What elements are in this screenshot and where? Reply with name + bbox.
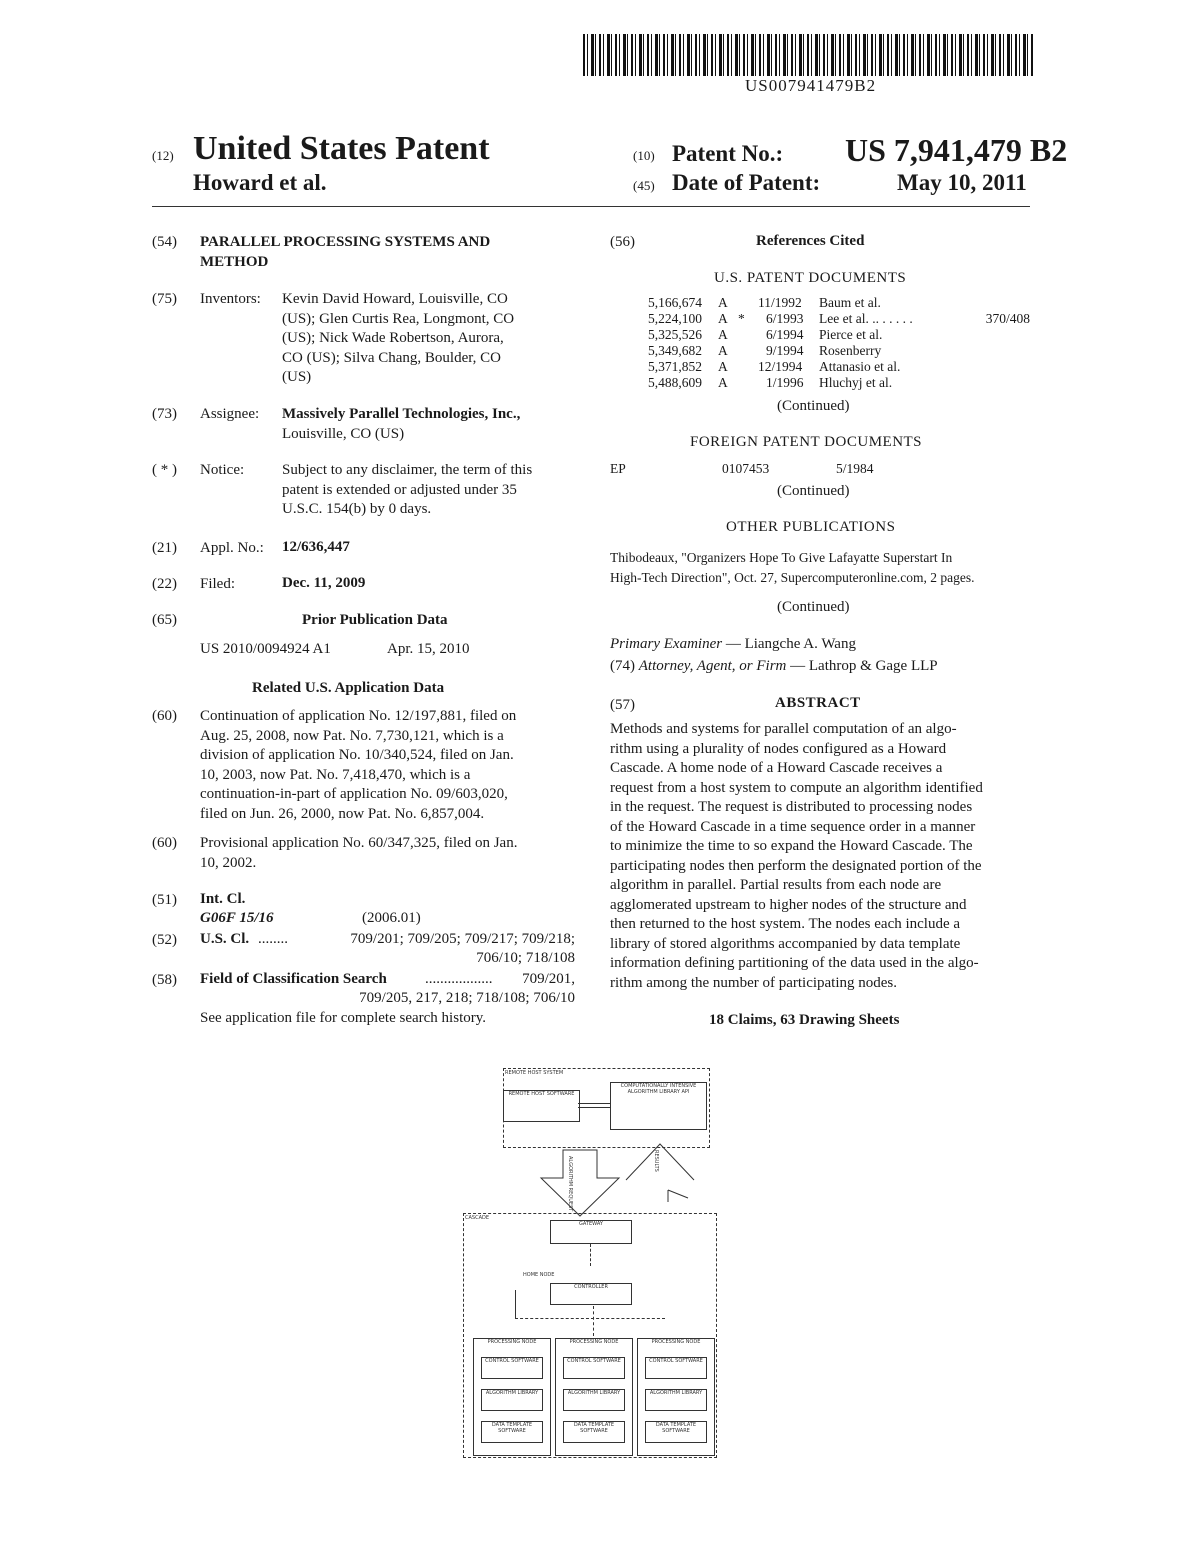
related-heading: Related U.S. Application Data <box>252 680 445 696</box>
notice-line: patent is extended or adjusted under 35 <box>282 481 517 498</box>
code-56: (56) <box>610 234 635 250</box>
controller-box <box>550 1283 632 1305</box>
ref-name: Lee et al. .. . . . . . <box>819 311 913 326</box>
abstract-line: agglomerated upstream to higher nodes of the structure and <box>610 896 967 913</box>
invention-title: PARALLEL PROCESSING SYSTEMS AND METHOD <box>200 234 491 270</box>
code-12: (12) <box>152 148 174 163</box>
code-60: (60) <box>152 708 177 724</box>
processing-node-3 <box>637 1338 715 1456</box>
filed-date: Dec. 11, 2009 <box>282 575 366 591</box>
proc-node-label: PROCESSING NODE <box>487 1339 537 1345</box>
ref-kind: A <box>718 311 728 326</box>
other-pubs-heading: OTHER PUBLICATIONS <box>726 519 896 535</box>
alg-lib-label: ALGORITHM LIBRARY <box>649 1390 703 1396</box>
assignee-label: Assignee: <box>200 406 260 422</box>
code-21: (21) <box>152 540 177 556</box>
remote-sw-label: REMOTE HOST SOFTWARE <box>508 1091 575 1097</box>
code-65: (65) <box>152 612 177 628</box>
code-57: (57) <box>610 697 635 713</box>
inventors-line: (US); Glen Curtis Rea, Longmont, CO <box>282 310 515 327</box>
provisional-text <box>200 834 575 873</box>
code-73: (73) <box>152 406 177 422</box>
results-arrow-label: RESULTS <box>653 1150 659 1172</box>
attorney-name: — Lathrop & Gage LLP <box>790 658 938 674</box>
ref-class: 370/408 <box>985 311 1030 326</box>
alg-lib-box <box>563 1389 625 1411</box>
provisional-line: 10, 2002. <box>200 854 257 871</box>
ref-number: 5,325,526 <box>648 327 702 342</box>
code-52: (52) <box>152 932 177 948</box>
ref-name: Rosenberry <box>819 343 882 358</box>
continuation-line: division of application No. 10/340,524, filed on Jan. <box>200 747 514 763</box>
abstract-heading: ABSTRACT <box>775 695 861 711</box>
field-search-label: Field of Classification Search <box>200 971 387 987</box>
results-arrow <box>620 1140 700 1210</box>
field-search-line2: 709/205, 217, 218; 718/108; 706/10 <box>359 990 575 1006</box>
notice-line: U.S.C. 154(b) by 0 days. <box>282 501 432 517</box>
data-sw-box <box>481 1421 543 1443</box>
abstract-line: then returned to the host system. The nodes each include a <box>610 916 961 932</box>
ref-kind: A <box>718 327 728 342</box>
remote-host-label: REMOTE HOST SYSTEM <box>505 1070 564 1076</box>
us-ref-row <box>648 311 1030 327</box>
date-label: Date of Patent: <box>672 170 821 195</box>
code-22: (22) <box>152 576 177 592</box>
inventors-list <box>282 290 582 388</box>
ref-number: 5,166,674 <box>648 295 702 310</box>
foreign-country: EP <box>610 461 626 476</box>
connector <box>590 1244 591 1266</box>
ref-name: Baum et al. <box>819 295 881 310</box>
ref-star: * <box>738 311 745 326</box>
code-45: (45) <box>633 178 655 193</box>
abstract-line: algorithm in parallel. Partial results from each node are <box>610 877 942 893</box>
foreign-date: 5/1984 <box>836 461 874 476</box>
field-search-dots: .................. <box>425 971 493 987</box>
cascade-label: CASCADE <box>465 1215 490 1221</box>
data-sw-label: DATA TEMPLATE SOFTWARE <box>655 1422 697 1434</box>
examiner <box>610 636 856 653</box>
patent-no: US 7,941,479 B2 <box>845 132 1068 168</box>
us-docs-heading: U.S. PATENT DOCUMENTS <box>714 270 907 286</box>
continuation-line: Aug. 25, 2008, now Pat. No. 7,730,121, which is a <box>200 727 504 744</box>
inventors-line: Kevin David Howard, Louisville, CO <box>282 291 508 307</box>
abstract-line: Methods and systems for parallel computation of an algo- <box>610 721 957 737</box>
control-sw-box <box>645 1357 707 1379</box>
assignee-location: Louisville, CO (US) <box>282 425 405 442</box>
data-sw-label: DATA TEMPLATE SOFTWARE <box>573 1422 615 1434</box>
request-arrow-label: ALGORITHM REQUEST <box>567 1156 573 1212</box>
control-sw-label: CONTROL SOFTWARE <box>485 1358 539 1364</box>
control-sw-box <box>481 1357 543 1379</box>
data-sw-label: DATA TEMPLATE SOFTWARE <box>491 1422 533 1434</box>
alg-lib-box <box>481 1389 543 1411</box>
patent-no-label: Patent No.: <box>672 141 784 166</box>
proc-node-label: PROCESSING NODE <box>651 1339 701 1345</box>
foreign-continued: (Continued) <box>777 483 850 499</box>
patent-title: United States Patent <box>193 130 490 167</box>
ref-kind: A <box>718 359 728 374</box>
assignee <box>282 405 582 444</box>
us-ref-row <box>648 343 1030 359</box>
abstract-line: in the request. The request is distributed to processing nodes <box>610 799 973 815</box>
field-search-val1: 709/201, <box>522 971 575 987</box>
abstract-line: of the Howard Cascade in a time sequence order in a manner <box>610 818 976 835</box>
ref-date: 12/1994 <box>758 359 803 374</box>
int-cl-class: G06F 15/16 <box>200 910 274 926</box>
inventors-line: (US); Nick Wade Robertson, Aurora, <box>282 330 504 346</box>
abstract-line: rithm using a plurality of nodes configured as a Howard <box>610 740 947 757</box>
connector <box>515 1290 516 1318</box>
us-cl-dots: ........ <box>258 931 288 947</box>
processing-node-2 <box>555 1338 633 1456</box>
other-pub-line: Thibodeaux, "Organizers Hope To Give Lafayatte Superstart In <box>610 550 953 565</box>
connector <box>578 1107 610 1108</box>
prior-pub-number: US 2010/0094924 A1 <box>200 641 331 657</box>
ref-kind: A <box>718 375 728 390</box>
notice-text <box>282 461 575 520</box>
continuation-line: filed on Jun. 26, 2000, now Pat. No. 6,857,004. <box>200 805 485 822</box>
us-ref-row <box>648 359 1030 375</box>
us-ref-row <box>648 327 1030 343</box>
controller-label: CONTROLLER <box>574 1284 608 1290</box>
attorney-code: (74) <box>610 658 635 674</box>
abstract-line: library of stored algorithms accompanied by data template <box>610 935 961 952</box>
inventors-line: (US) <box>282 369 312 385</box>
continuation-line: continuation-in-part of application No. 09/603,020, <box>200 786 508 802</box>
us-cl-line1: 709/201; 709/205; 709/217; 709/218; <box>350 931 575 947</box>
ref-name: Hluchyj et al. <box>819 375 893 390</box>
examiner-label: Primary Examiner <box>610 636 723 652</box>
provisional-line: Provisional application No. 60/347,325, filed on Jan. <box>200 835 518 851</box>
int-cl-date: (2006.01) <box>362 910 421 926</box>
comp-lib-label: COMPUTATIONALLY INTENSIVE ALGORITHM LIBRARY API <box>620 1083 697 1095</box>
continuation-text <box>200 707 575 824</box>
notice-label: Notice: <box>200 462 245 478</box>
us-ref-row <box>648 295 1030 311</box>
barcode <box>583 34 1033 76</box>
comp-lib-box <box>610 1082 707 1130</box>
code-notice: ( * ) <box>152 462 177 478</box>
ref-date: 1/1996 <box>766 375 804 390</box>
code-51: (51) <box>152 892 177 908</box>
abstract-line: Cascade. A home node of a Howard Cascade receives a <box>610 760 943 776</box>
claims-summary: 18 Claims, 63 Drawing Sheets <box>709 1012 900 1028</box>
inventors-label: Inventors: <box>200 291 261 307</box>
continuation-line: Continuation of application No. 12/197,881, filed on <box>200 708 517 724</box>
request-arrow <box>535 1148 625 1218</box>
proc-node-label: PROCESSING NODE <box>569 1339 619 1345</box>
ref-number: 5,224,100 <box>648 311 702 326</box>
control-sw-label: CONTROL SOFTWARE <box>649 1358 703 1364</box>
connector <box>593 1306 594 1336</box>
ref-number: 5,371,852 <box>648 359 702 374</box>
foreign-docs-heading: FOREIGN PATENT DOCUMENTS <box>690 434 923 450</box>
code-54: (54) <box>152 234 177 250</box>
ref-kind: A <box>718 343 728 358</box>
home-node-label: HOME NODE <box>523 1272 555 1278</box>
attorney-label: Attorney, Agent, or Firm <box>638 658 787 674</box>
ref-date: 6/1993 <box>766 311 804 326</box>
assignee-name: Massively Parallel Technologies, Inc., <box>282 406 521 422</box>
us-ref-row <box>648 375 1030 391</box>
attorney <box>610 658 938 675</box>
gateway-box <box>550 1220 632 1244</box>
code-10: (10) <box>633 148 655 163</box>
abstract-line: participating nodes then perform the designated portion of the <box>610 857 982 874</box>
code-60-provisional: (60) <box>152 835 177 851</box>
ref-kind: A <box>718 295 728 310</box>
prior-pub-heading: Prior Publication Data <box>302 612 448 628</box>
control-sw-label: CONTROL SOFTWARE <box>567 1358 621 1364</box>
references-heading: References Cited <box>756 233 865 249</box>
int-cl-label: Int. Cl. <box>200 891 246 907</box>
prior-pub-date: Apr. 15, 2010 <box>387 641 470 657</box>
us-cl-label: U.S. Cl. <box>200 931 250 947</box>
ref-number: 5,488,609 <box>648 375 702 390</box>
representative-drawing <box>455 1060 725 1460</box>
barcode-number: US007941479B2 <box>745 76 877 95</box>
ref-number: 5,349,682 <box>648 343 702 358</box>
abstract-line: information defining partitioning of the data used in the algo- <box>610 955 979 971</box>
code-58: (58) <box>152 972 177 988</box>
alg-lib-box <box>645 1389 707 1411</box>
abstract-text <box>610 720 1030 993</box>
appl-no: 12/636,447 <box>282 539 350 555</box>
notice-line: Subject to any disclaimer, the term of this <box>282 462 533 478</box>
gateway-label: GATEWAY <box>579 1221 603 1227</box>
control-sw-box <box>563 1357 625 1379</box>
us-cl-line2: 706/10; 718/108 <box>476 950 575 966</box>
inventors-line: CO (US); Silva Chang, Boulder, CO <box>282 349 501 366</box>
connector <box>578 1103 610 1104</box>
ref-date: 6/1994 <box>766 327 804 342</box>
other-pub-text <box>610 548 1030 587</box>
foreign-number: 0107453 <box>722 461 770 476</box>
field-search-line3: See application file for complete search history. <box>200 1010 487 1026</box>
alg-lib-label: ALGORITHM LIBRARY <box>567 1390 621 1396</box>
processing-node-1 <box>473 1338 551 1456</box>
abstract-line: to minimize the time to so expand the Howard Cascade. The <box>610 838 973 854</box>
inventor-short: Howard et al. <box>193 170 327 195</box>
data-sw-box <box>563 1421 625 1443</box>
data-sw-box <box>645 1421 707 1443</box>
header-rule <box>152 206 1030 207</box>
other-continued: (Continued) <box>777 599 850 615</box>
alg-lib-label: ALGORITHM LIBRARY <box>485 1390 539 1396</box>
ref-date: 9/1994 <box>766 343 804 358</box>
foreign-ref-row <box>610 461 1030 477</box>
abstract-line: request from a host system to compute an algorithm identified <box>610 779 983 796</box>
ref-date: 11/1992 <box>758 295 802 310</box>
abstract-line: rithm among the number of participating nodes. <box>610 974 898 991</box>
continuation-line: 10, 2003, now Pat. No. 7,418,470, which is a <box>200 766 471 783</box>
patent-date: May 10, 2011 <box>897 170 1027 195</box>
appl-no-label: Appl. No.: <box>200 540 264 556</box>
filed-label: Filed: <box>200 576 236 592</box>
remote-sw-box <box>503 1090 580 1122</box>
connector <box>515 1318 665 1319</box>
code-75: (75) <box>152 291 177 307</box>
ref-name: Pierce et al. <box>819 327 883 342</box>
ref-name: Attanasio et al. <box>819 359 901 374</box>
examiner-name: — Liangche A. Wang <box>725 636 856 652</box>
other-pub-line: High-Tech Direction", Oct. 27, Supercomputeronline.com, 2 pages. <box>610 569 975 585</box>
us-docs-continued: (Continued) <box>777 398 850 414</box>
